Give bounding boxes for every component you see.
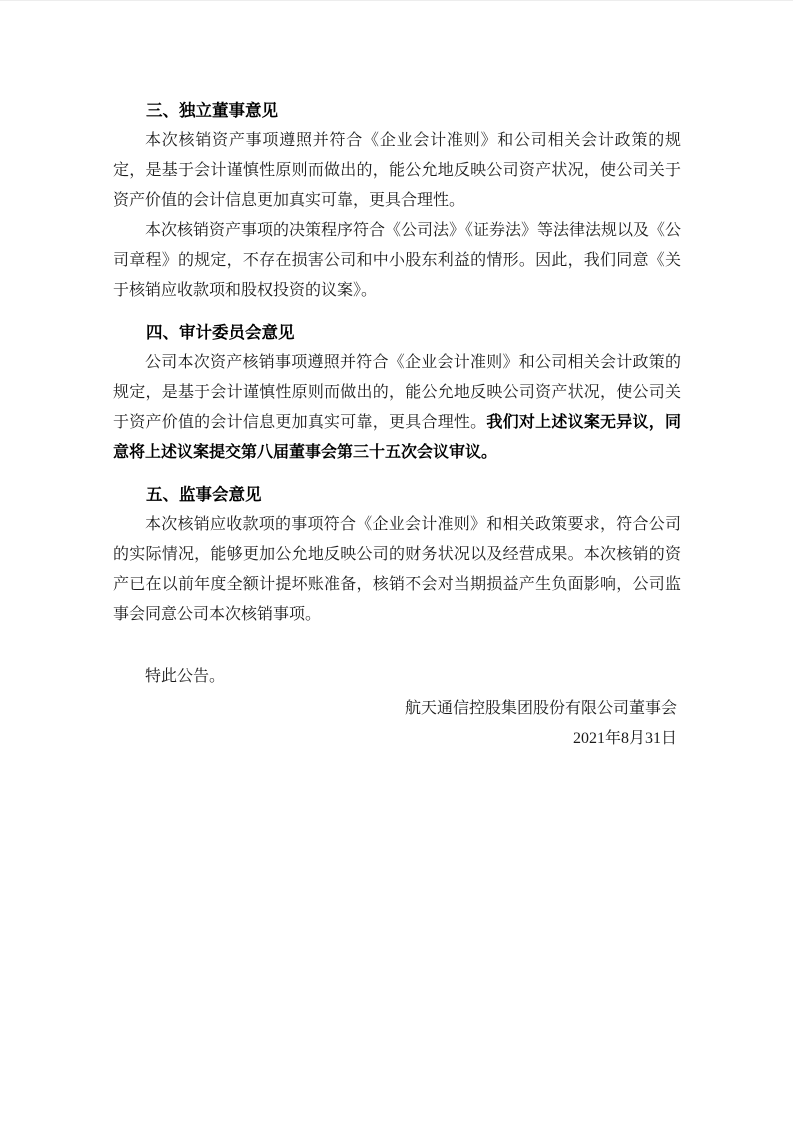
paragraph-independent-director-1: 本次核销资产事项遵照并符合《企业会计准则》和公司相关会计政策的规定，是基于会计谨慎性原则而做出的，能公允地反映公司资产状况，使公司关于资产价值的会计信息更加真实可靠，更具合理性。 bbox=[113, 132, 681, 209]
signature-company: 航天通信控股集团股份有限公司董事会 bbox=[404, 700, 677, 717]
signature-block bbox=[113, 694, 681, 754]
section-heading-supervisory-board-opinion: 五、监事会意见 bbox=[146, 485, 262, 504]
paragraph-independent-director-2: 本次核销资产事项的决策程序符合《公司法》《证券法》等法律法规以及《公司章程》的规定，不存在损害公司和中小股东利益的情形。因此，我们同意《关于核销应收款项和股权投资的议案》。 bbox=[113, 222, 682, 299]
paragraph-audit-committee bbox=[113, 348, 681, 468]
paragraph-audit-committee-text: 公司本次资产核销事项遵照并符合《企业会计准则》和公司相关会计政策的规定，是基于会计谨慎性原则而做出的，能公允地反映公司资产状况，使公司关于资产价值的会计信息更加真实可靠，更具合理性。 bbox=[113, 354, 681, 431]
section-audit-committee-opinion bbox=[113, 318, 681, 468]
section-heading-independent-director-opinion: 三、独立董事意见 bbox=[146, 101, 278, 120]
section-heading-audit-committee-opinion: 四、审计委员会意见 bbox=[146, 323, 295, 342]
signature-date: 2021年8月31日 bbox=[572, 730, 677, 747]
section-supervisory-board-opinion bbox=[113, 480, 681, 630]
paragraph-supervisory-board: 本次核销应收款项的事项符合《企业会计准则》和相关政策要求，符合公司的实际情况，能够更加公允地反映公司的财务状况以及经营成果。本次核销的资产已在以前年度全额计提坏账准备，核销不会对当期损益产生负面影响，公司监事会同意公司本次核销事项。 bbox=[113, 516, 681, 623]
paragraph-audit-committee-emphasis: 我们对上述议案无异议，同意将上述议案提交第八届董事会第三十五次会议审议。 bbox=[113, 414, 681, 461]
closing-statement: 特此公告。 bbox=[145, 668, 226, 685]
section-independent-director-opinion bbox=[113, 96, 681, 306]
